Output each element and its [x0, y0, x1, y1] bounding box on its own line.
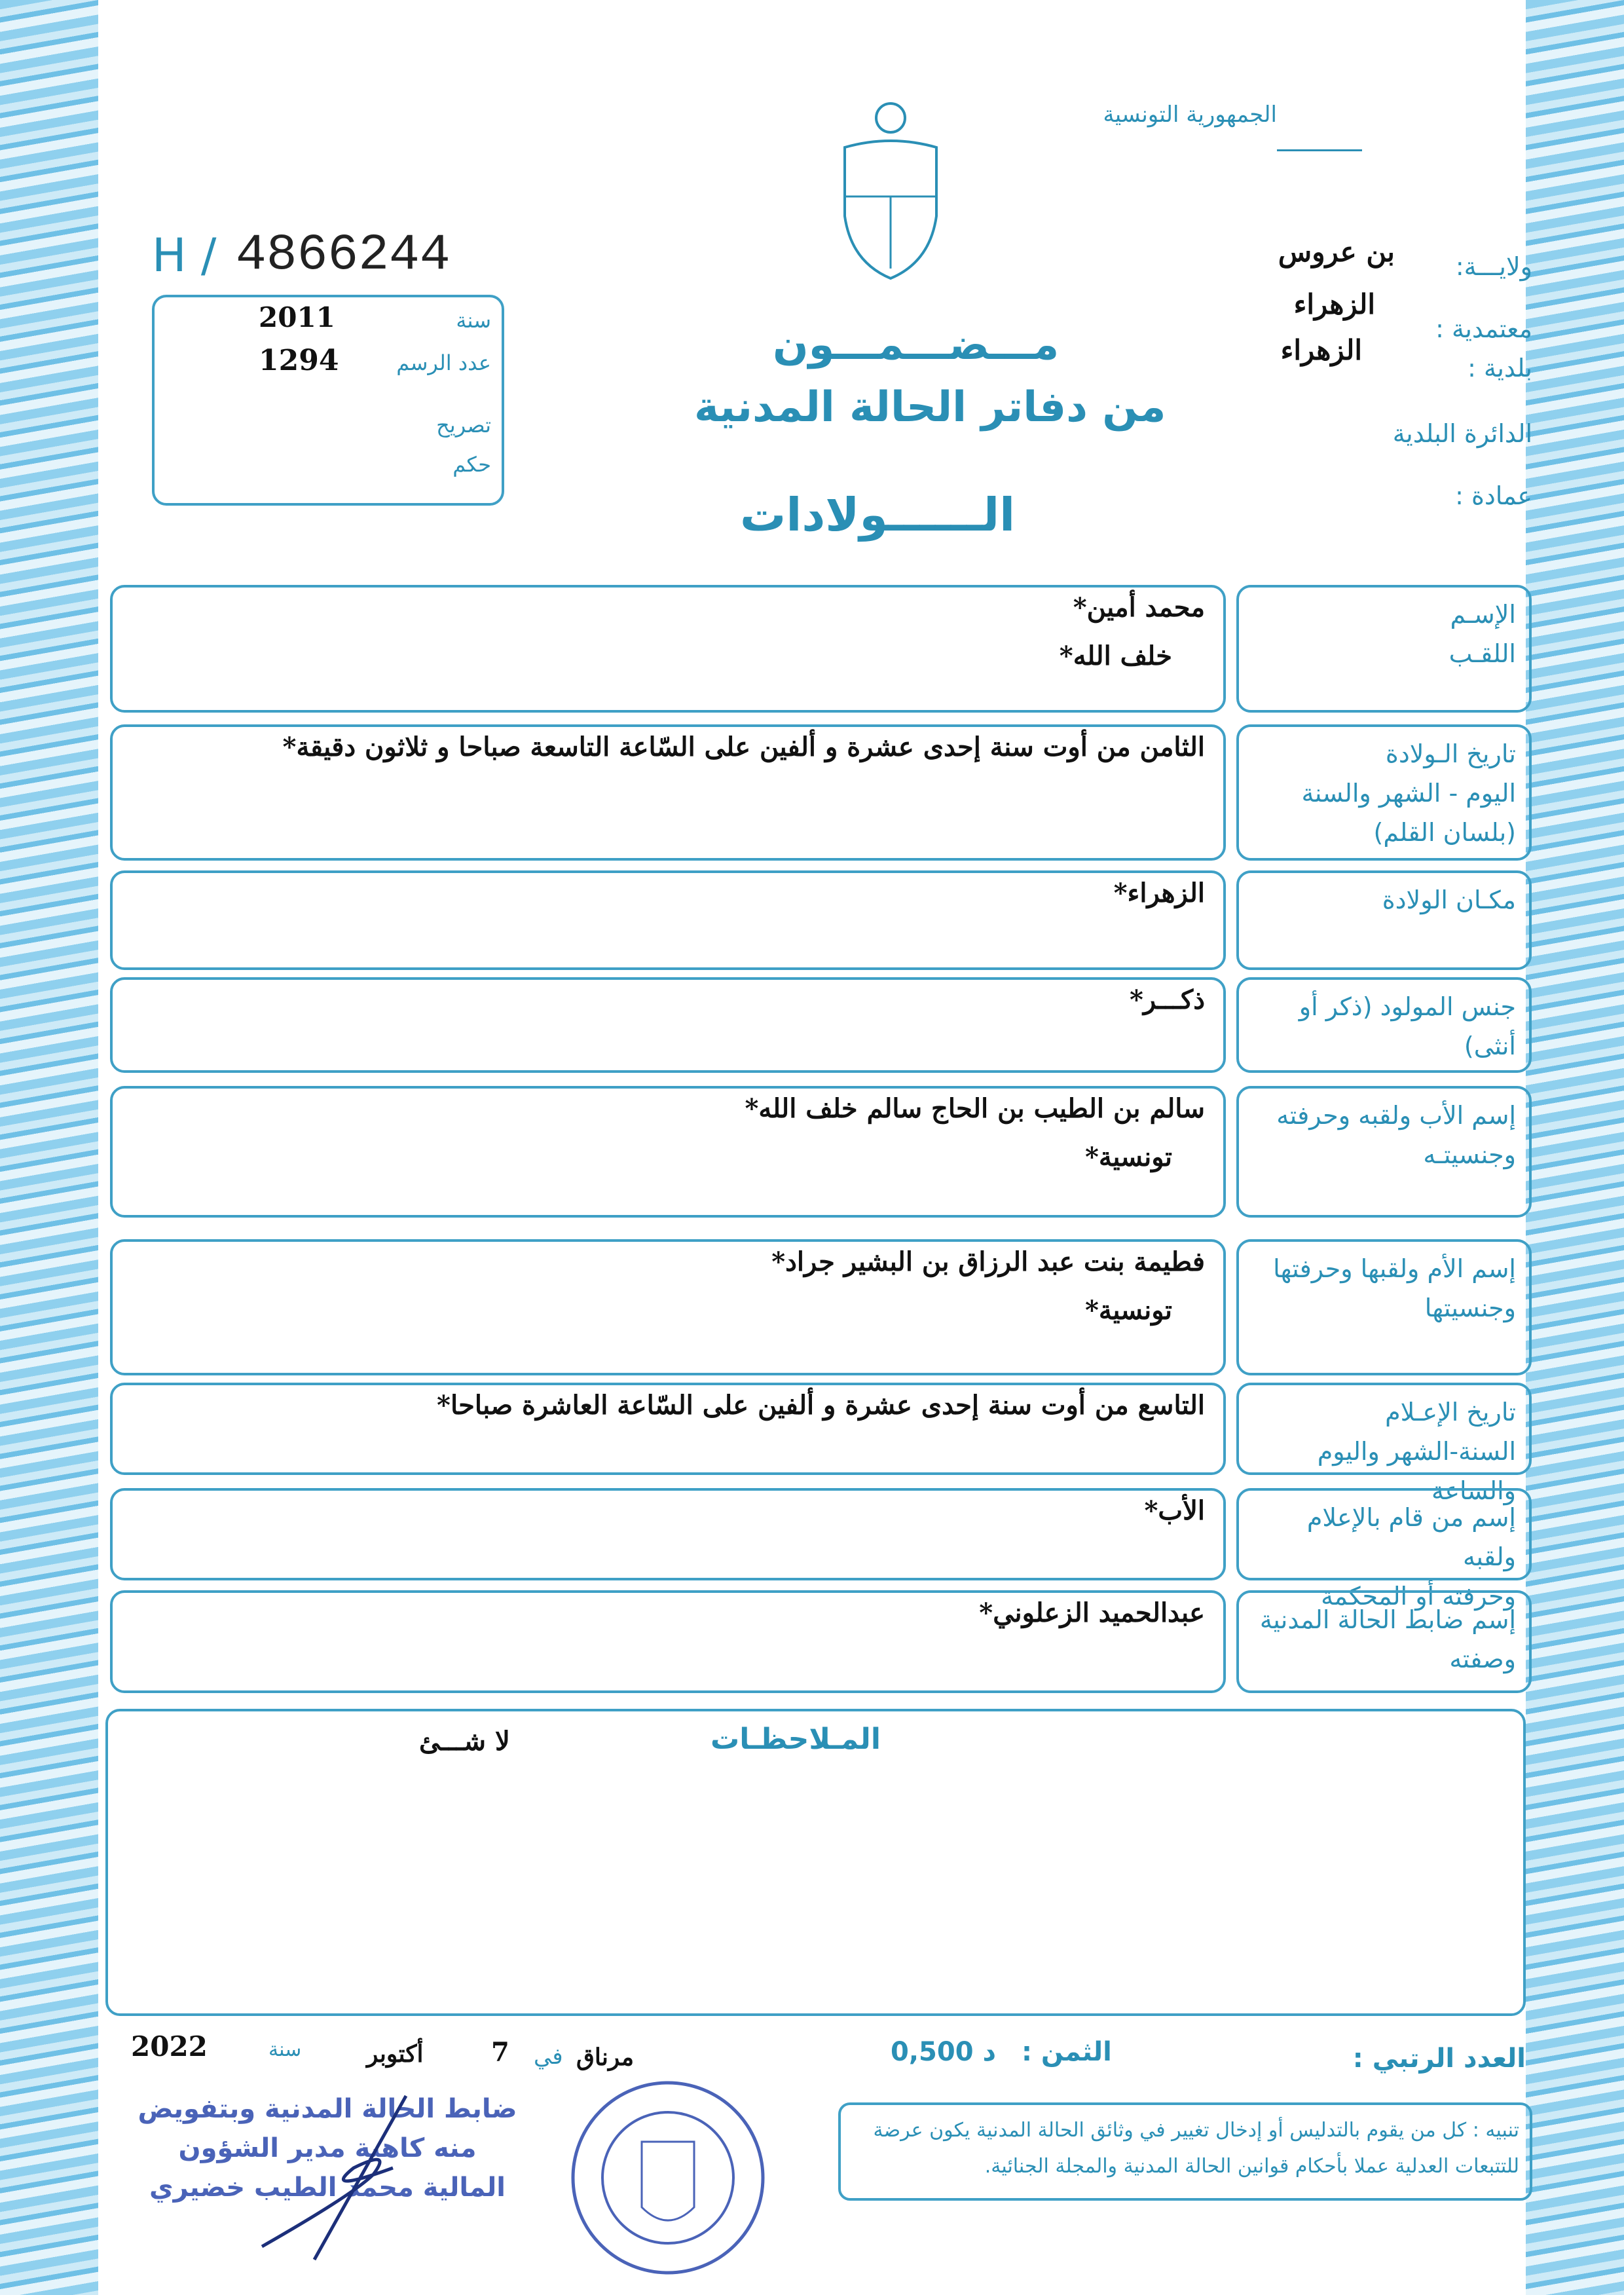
issue-day: 7	[491, 2037, 509, 2068]
row-label: جنس المولود (ذكر أو أنثى)	[1299, 992, 1516, 1060]
row-label: الإسـم اللقـب	[1449, 600, 1516, 668]
issue-year: 2022	[131, 2030, 208, 2062]
title-births: الــــــولادات	[740, 488, 1016, 542]
coat-of-arms-icon	[832, 98, 950, 282]
wilaya-label: ولايـــة:	[1455, 252, 1532, 281]
row-value: الزهراء*	[1113, 878, 1205, 908]
row-value: عبدالحميد الزعلوني*	[979, 1597, 1205, 1628]
municipal-seal-icon	[563, 2076, 773, 2279]
municipality-label: بلدية :	[1467, 354, 1532, 382]
serial-prefix: H /	[152, 229, 217, 282]
district-label: الدائرة البلدية	[1392, 419, 1532, 448]
in-label: في	[534, 2043, 563, 2070]
row-value: الأب*	[1144, 1495, 1205, 1526]
divider	[1277, 149, 1362, 151]
official-stamp: ضابط الحالة المدنية وبتفويض منه كاهية مدير الشؤون المالية محمد الطيب خضيري	[138, 2094, 517, 2203]
title-content: مـــضـــمـــون	[773, 321, 1060, 369]
row-label: إسم ضابط الحالة المدنية وصفته	[1259, 1605, 1516, 1673]
remarks-value: لا شـــئ	[419, 1726, 510, 1757]
row-value: فطيمة بنت عبد الرزاق بن البشير جراد*	[771, 1246, 1205, 1277]
remarks-label: المـلاحظـات	[710, 1723, 881, 1756]
row-value: التاسع من أوت سنة إحدى عشرة و ألفين على السّاعة العاشرة صباحا*	[437, 1390, 1205, 1421]
price-value: 0,500 د	[891, 2037, 996, 2067]
issue-month: أكتوبر	[367, 2040, 424, 2068]
issue-place: مرناق	[576, 2043, 635, 2071]
number-label: عدد الرسم	[396, 350, 491, 375]
row-value: سالم بن الطيب بن الحاج سالم خلف الله*	[745, 1093, 1205, 1124]
municipality-value: الزهراء	[1280, 334, 1362, 366]
delegation-label: معتمدية :	[1435, 314, 1532, 343]
judgment-label: حكم	[452, 452, 491, 477]
year-label: سنة	[268, 2038, 302, 2061]
row-label: مكـان الولادة	[1382, 886, 1516, 914]
row-label: إسم من قام بالإعلام ولقبه وحرفته أو المحكمة	[1306, 1503, 1516, 1611]
wilaya-value: بن عروس	[1278, 236, 1395, 268]
republic-label: الجمهورية التونسية	[1103, 102, 1277, 128]
record-number: 1294	[259, 344, 339, 377]
row-value-2: تونسية*	[1084, 1142, 1172, 1172]
decorative-border-left	[0, 0, 98, 2295]
row-value: محمد أمين*	[1073, 592, 1205, 623]
year-label: سنة	[456, 308, 491, 333]
row-label: تاريخ الـولادة اليوم - الشهر والسنة (بلسان القلم)	[1301, 739, 1516, 847]
row-value: الثامن من أوت سنة إحدى عشرة و ألفين على السّاعة التاسعة صباحا و ثلاثون دقيقة*	[282, 732, 1205, 762]
omda-label: عمادة :	[1455, 481, 1532, 510]
title-registers: من دفاتر الحالة المدنية	[694, 383, 1166, 432]
row-value-2: تونسية*	[1084, 1295, 1172, 1326]
row-label: تاريخ الإعـلام السنة-الشهر واليوم والساعة	[1317, 1398, 1516, 1505]
delegation-value: الزهراء	[1293, 288, 1375, 320]
serial-number: 4866244	[236, 227, 451, 284]
row-value: ذكـــر*	[1130, 984, 1205, 1015]
record-year: 2011	[259, 301, 335, 333]
declaration-label: تصريح	[436, 413, 491, 438]
row-label: إسم الأم ولقبها وحرفتها وجنسيتها	[1273, 1254, 1516, 1322]
row-value-2: خلف الله*	[1059, 641, 1172, 671]
row-label: إسم الأب ولقبه وحرفته وجنسيتـه	[1276, 1101, 1516, 1169]
serial-order-label: العدد الرتبي :	[1352, 2043, 1526, 2074]
warning-text: تنبيه : كل من يقوم بالتدليس أو إدخال تغيير في وثائق الحالة المدنية يكون عرضة للتتبعات العدلية عملا بأحكام قوانين الحالة المدنية والمجلة الجنائية.	[873, 2119, 1519, 2178]
decorative-border-right	[1526, 0, 1624, 2295]
signature-icon	[223, 2089, 517, 2266]
price-label: الثمن :	[1022, 2037, 1112, 2067]
